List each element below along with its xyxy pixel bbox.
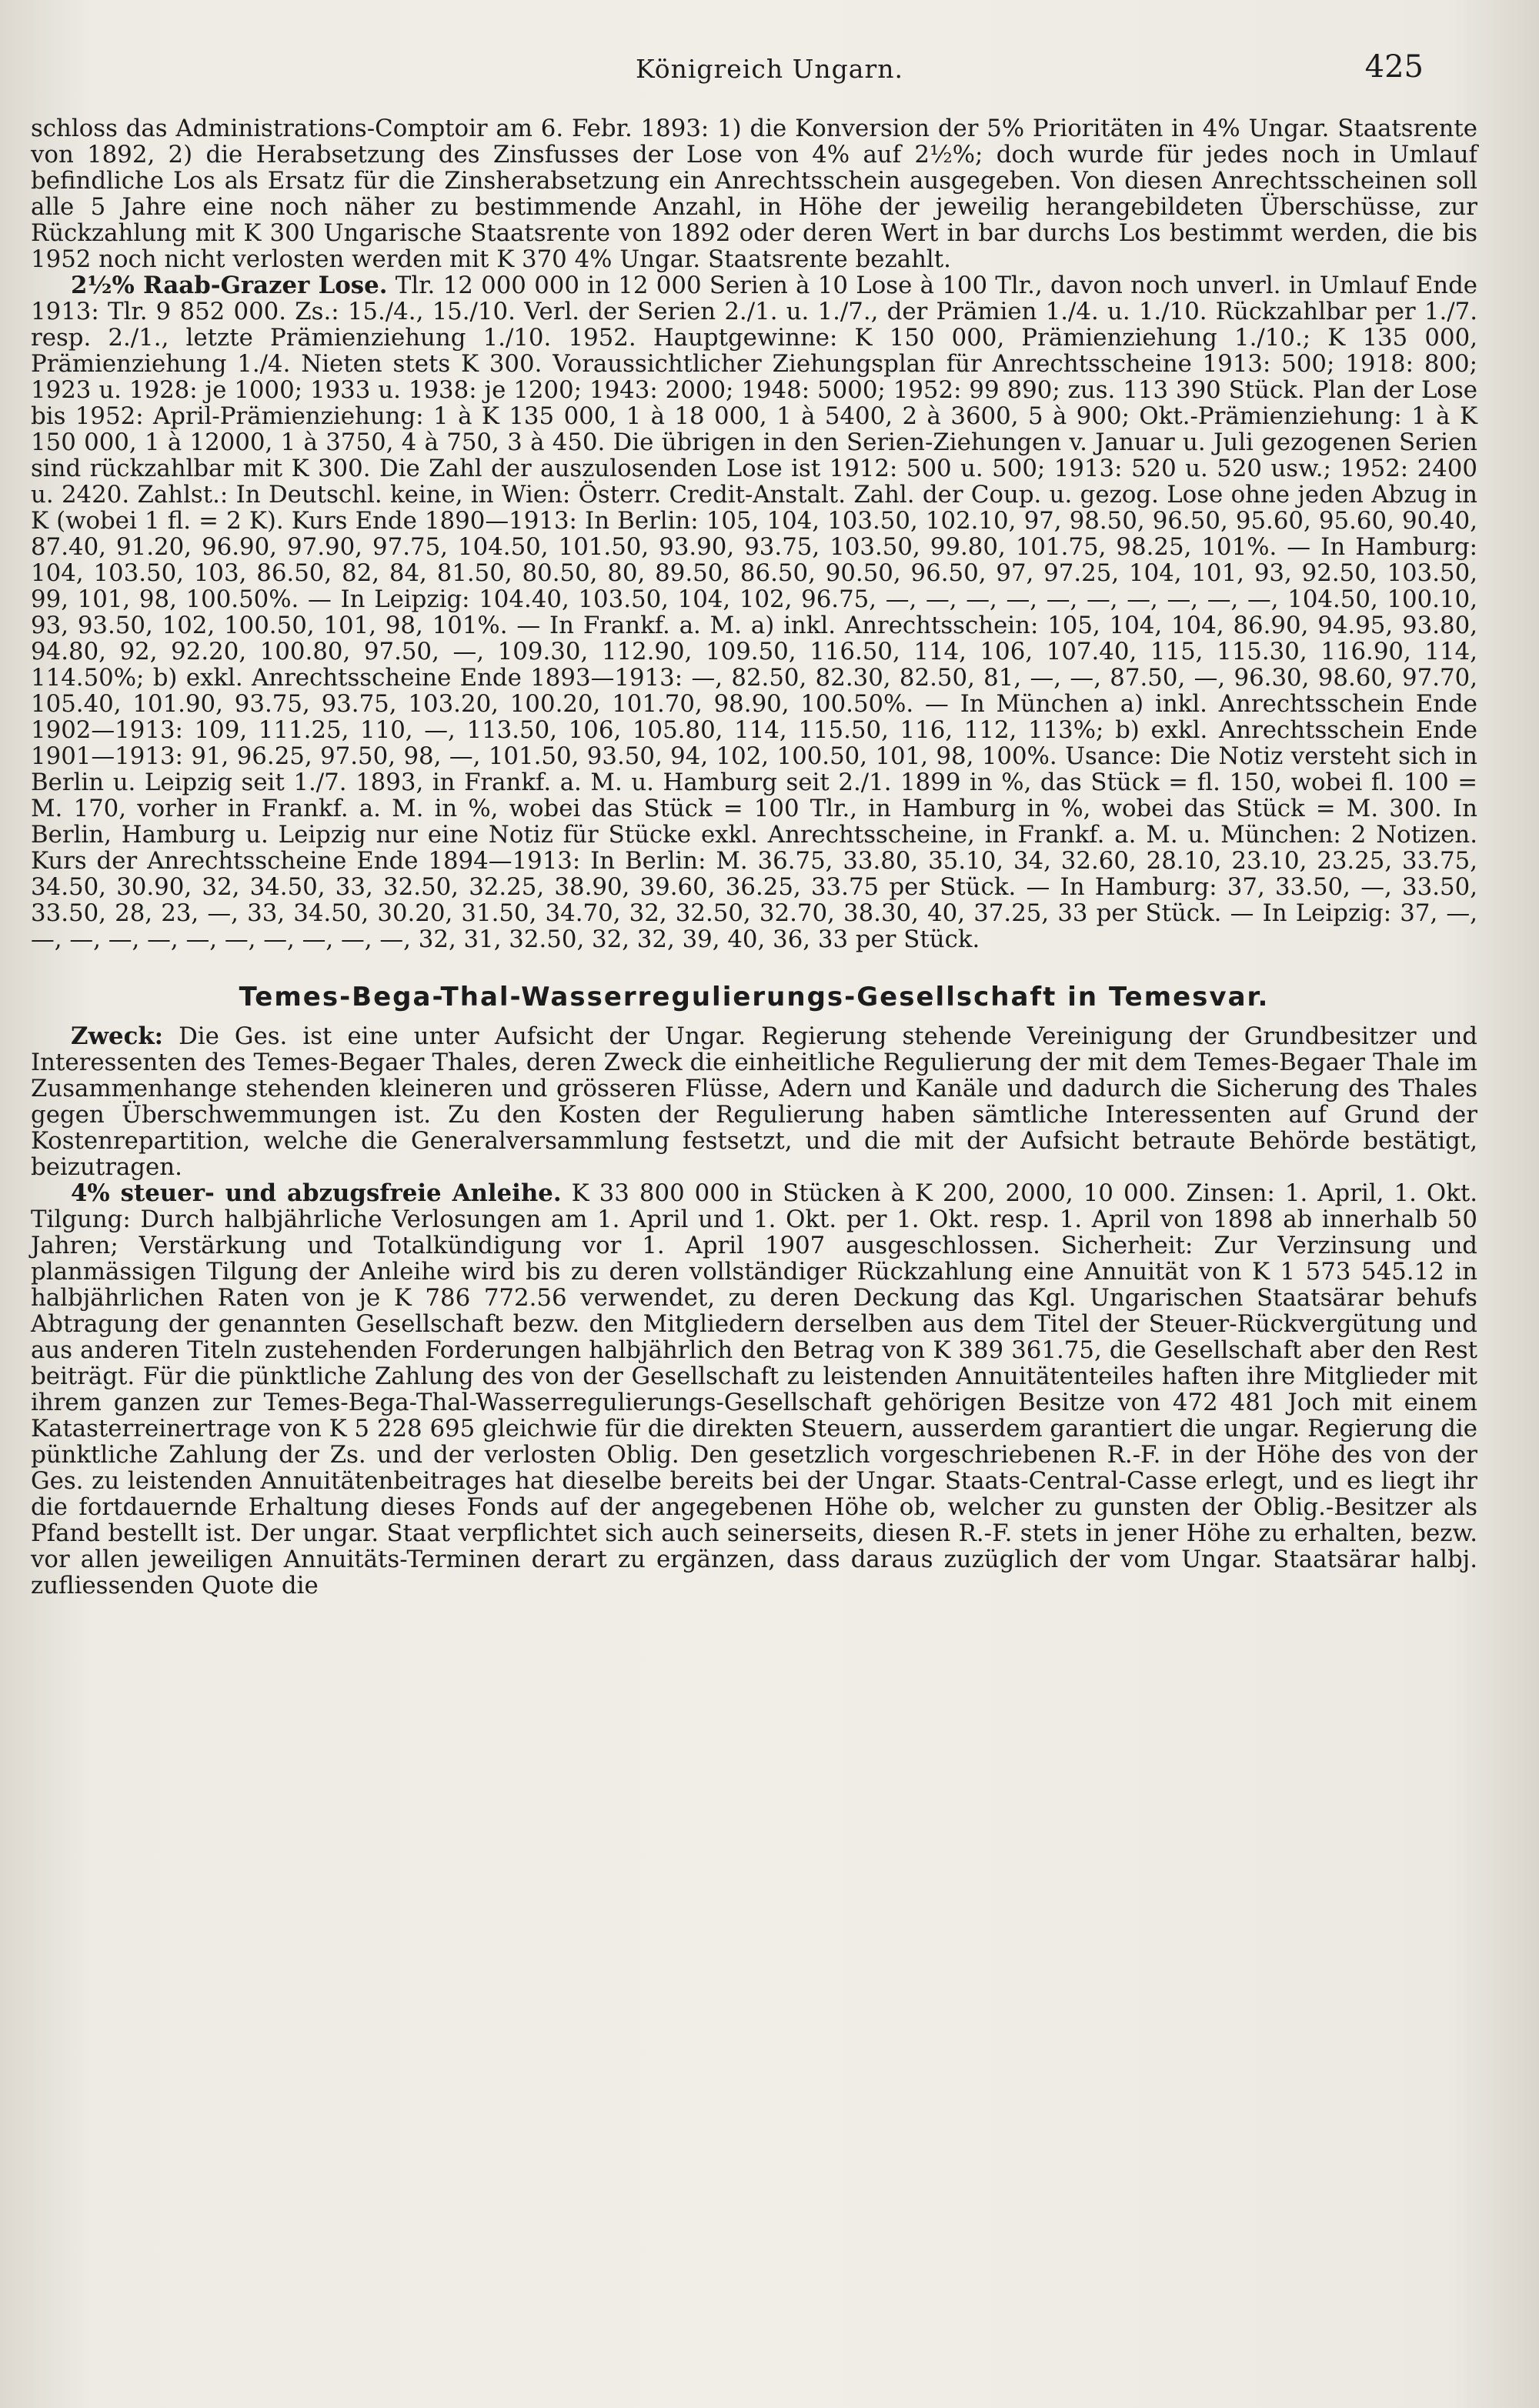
- paragraph-anleihe: [31, 1180, 1477, 1599]
- page-number: 425: [1364, 49, 1424, 85]
- page-header: [0, 48, 1539, 94]
- zweck-label: Zweck:: [71, 1022, 164, 1050]
- page-body: [31, 115, 1477, 1599]
- anleihe-heading: 4% steuer- und abzugsfreie Anleihe.: [71, 1179, 562, 1207]
- raab-grazer-text: Tlr. 12 000 000 in 12 000 Serien à 10 Lose à 100 Tlr., davon noch unverl. in Umlauf Ende 1913: Tlr. 9 852 000. Zs.: 15./4., 15./10. Verl. der Serien 2./1. u. 1./7., der Prämien 1./4. u. 1./10. Rückzahlbar per 1./7. resp. 2./1., letzte Prämienziehung 1./10. 1952. Hauptgewinne: K 150 000, Prämienziehung 1./10.; K 135 000, Prämienziehung 1./4. Nieten stets K 300. Voraussichtlicher Ziehungsplan für Anrechtsscheine 1913: 500; 1918: 800; 1923 u. 1928: je 1000; 1933 u. 1938: je 1200; 1943: 2000; 1948: 5000; 1952: 99 890; zus. 113 390 Stück. Plan der Lose bis 1952: April-Prämienziehung: 1 à K 135 000, 1 à 18 000, 1 à 5400, 2 à 3600, 5 à 900; Okt.-Prämienziehung: 1 à K 150 000, 1 à 12000, 1 à 3750, 4 à 750, 3 à 450. Die übrigen in den Serien-Ziehungen v. Januar u. Juli gezogenen Serien sind rückzahlbar mit K 300. Die Zahl der auszulosenden Lose ist 1912: 500 u. 500; 1913: 520 u. 520 usw.; 1952: 2400 u. 2420. Zahlst.: In Deutschl. keine, in Wien: Österr. Credit-Anstalt. Zahl. der Coup. u. gezog. Lose ohne jeden Abzug in K (wobei 1 fl. = 2 K). Kurs Ende 1890—1913: In Berlin: 105, 104, 103.50, 102.10, 97, 98.50, 96.50, 95.60, 95.60, 90.40, 87.40, 91.20, 96.90, 97.90, 97.75, 104.50, 101.50, 93.90, 93.75, 103.50, 99.80, 101.75, 98.25, 101%. — In Hamburg: 104, 103.50, 103, 86.50, 82, 84, 81.50, 80.50, 80, 89.50, 86.50, 90.50, 96.50, 97, 97.25, 104, 101, 93, 92.50, 103.50, 99, 101, 98, 100.50%. — In Leipzig: 104.40, 103.50, 104, 102, 96.75, —, —, —, —, —, —, —, —, —, —, 104.50, 100.10, 93, 93.50, 102, 100.50, 101, 98, 101%. — In Frankf. a. M. a) inkl. Anrechtsschein: 105, 104, 104, 86.90, 94.95, 93.80, 94.80, 92, 92.20, 100.80, 97.50, —, 109.30, 112.90, 109.50, 116.50, 114, 106, 107.40, 115, 115.30, 116.90, 114, 114.50%; b) exkl. Anrechtsscheine Ende 1893—1913: —, 82.50, 82.30, 82.50, 81, —, —, 87.50, —, 96.30, 98.60, 97.70, 105.40, 101.90, 93.75, 93.75, 103.20, 100.20, 101.70, 98.90, 100.50%. — In München a) inkl. Anrechtsschein Ende 1902—1913: 109, 111.25, 110, —, 113.50, 106, 105.80, 114, 115.50, 116, 112, 113%; b) exkl. Anrechtsschein Ende 1901—1913: 91, 96.25, 97.50, 98, —, 101.50, 93.50, 94, 102, 100.50, 101, 98, 100%. Usance: Die Notiz versteht sich in Berlin u. Leipzig seit 1./7. 1893, in Frankf. a. M. u. Hamburg seit 2./1. 1899 in %, das Stück = fl. 150, wobei fl. 100 = M. 170, vorher in Frankf. a. M. in %, wobei das Stück = 100 Tlr., in Hamburg in %, wobei das Stück = M. 300. In Berlin, Hamburg u. Leipzig nur eine Notiz für Stücke exkl. Anrechtsscheine, in Frankf. a. M. u. München: 2 Notizen. Kurs der Anrechtsscheine Ende 1894—1913: In Berlin: M. 36.75, 33.80, 35.10, 34, 32.60, 28.10, 23.10, 23.25, 33.75, 34.50, 30.90, 32, 34.50, 33, 32.50, 32.25, 38.90, 39.60, 36.25, 33.75 per Stück. — In Hamburg: 37, 33.50, —, 33.50, 33.50, 28, 23, —, 33, 34.50, 30.20, 31.50, 34.70, 32, 32.50, 32.70, 38.30, 40, 37.25, 33 per Stück. — In Leipzig: 37, —, —, —, —, —, —, —, —, —, —, —, 32, 31, 32.50, 32, 32, 39, 40, 36, 33 per Stück.: [31, 272, 1478, 953]
- paragraph-zweck: [31, 1023, 1477, 1180]
- anleihe-text: K 33 800 000 in Stücken à K 200, 2000, 10 000. Zinsen: 1. April, 1. Okt. Tilgung: Durch halbjährliche Verlosungen am 1. April und 1. Okt. per 1. Okt. resp. 1. April von 1898 ab innerhalb 50 Jahren; Verstärkung und Totalkündigung vor 1. April 1907 ausgeschlossen. Sicherheit: Zur Verzinsung und planmässigen Tilgung der Anleihe wird bis zu deren vollständiger Rückzahlung eine Annuität von K 1 573 545.12 in halbjährlichen Raten von je K 786 772.56 verwendet, zu deren Deckung das Kgl. Ungarischen Staatsärar behufs Abtragung der genannten Gesellschaft bezw. den Mitgliedern derselben aus dem Titel der Steuer-Rückvergütung und aus anderen Titeln zustehenden Forderungen halbjährlich den Betrag von K 389 361.75, die Gesellschaft aber den Rest beiträgt. Für die pünktliche Zahlung des von der Gesellschaft zu leistenden Annuitätenteiles haften ihre Mitglieder mit ihrem ganzen zur Temes-Bega-Thal-Wasserregulierungs-Gesellschaft gehörigen Besitze von 472 481 Joch mit einem Katasterreinertrage von K 5 228 695 gleichwie für die direkten Steuern, ausserdem garantiert die ungar. Regierung die pünktliche Zahlung der Zs. und der verlosten Oblig. Den gesetzlich vorgeschriebenen R.-F. in der Höhe des von der Ges. zu leistenden Annuitätenbeitrages hat dieselbe bereits bei der Ungar. Staats-Central-Casse erlegt, und es liegt ihr die fortdauernde Erhaltung dieses Fonds auf der angegebenen Höhe ob, welcher zu gunsten der Oblig.-Besitzer als Pfand bestellt ist. Der ungar. Staat verpflichtet sich auch seinerseits, diesen R.-F. stets in jener Höhe zu erhalten, bezw. vor allen jeweiligen Annuitäts-Terminen derart zu ergänzen, dass daraus zuzüglich der vom Ungar. Staatsärar halbj. zufliessenden Quote die: [31, 1179, 1477, 1599]
- raab-grazer-heading: 2½% Raab-Grazer Lose.: [71, 272, 388, 299]
- section-title-temes-bega: Temes-Bega-Thal-Wasserregulierungs-Gesellschaft in Temesvar.: [239, 982, 1270, 1012]
- paragraph-konversion: schloss das Administrations-Comptoir am 6. Febr. 1893: 1) die Konversion der 5% Prioritäten in 4% Ungar. Staatsrente von 1892, 2) die Herabsetzung des Zinsfusses der Lose von 4% auf 2½%; doch wurde für jedes noch in Umlauf befindliche Los als Ersatz für die Zinsherabsetzung ein Anrechtsschein ausgegeben. Von diesen Anrechtsscheinen soll alle 5 Jahre eine noch näher zu bestimmende Anzahl, in Höhe der jeweilig herangebildeten Überschüsse, zur Rückzahlung mit K 300 Ungarische Staatsrente von 1892 oder deren Wert in bar durchs Los bestimmt werden, die bis 1952 noch nicht verlosten werden mit K 370 4% Ungar. Staatsrente bezahlt.: [31, 115, 1477, 273]
- zweck-text: Die Ges. ist eine unter Aufsicht der Ungar. Regierung stehende Vereinigung der Grundbesitzer und Interessenten des Temes-Begaer Thales, deren Zweck die einheitliche Regulierung der mit dem Temes-Begaer Thale im Zusammenhange stehenden kleineren und grösseren Flüsse, Adern und Kanäle und dadurch die Sicherung des Thales gegen Überschwemmungen ist. Zu den Kosten der Regulierung haben sämtliche Interessenten auf Grund der Kostenrepartition, welche die Generalversammlung festsetzt, und die mit der Aufsicht betraute Behörde bestätigt, beizutragen.: [31, 1022, 1477, 1181]
- paragraph-raab-grazer: [31, 272, 1477, 952]
- running-title: Königreich Ungarn.: [635, 54, 904, 84]
